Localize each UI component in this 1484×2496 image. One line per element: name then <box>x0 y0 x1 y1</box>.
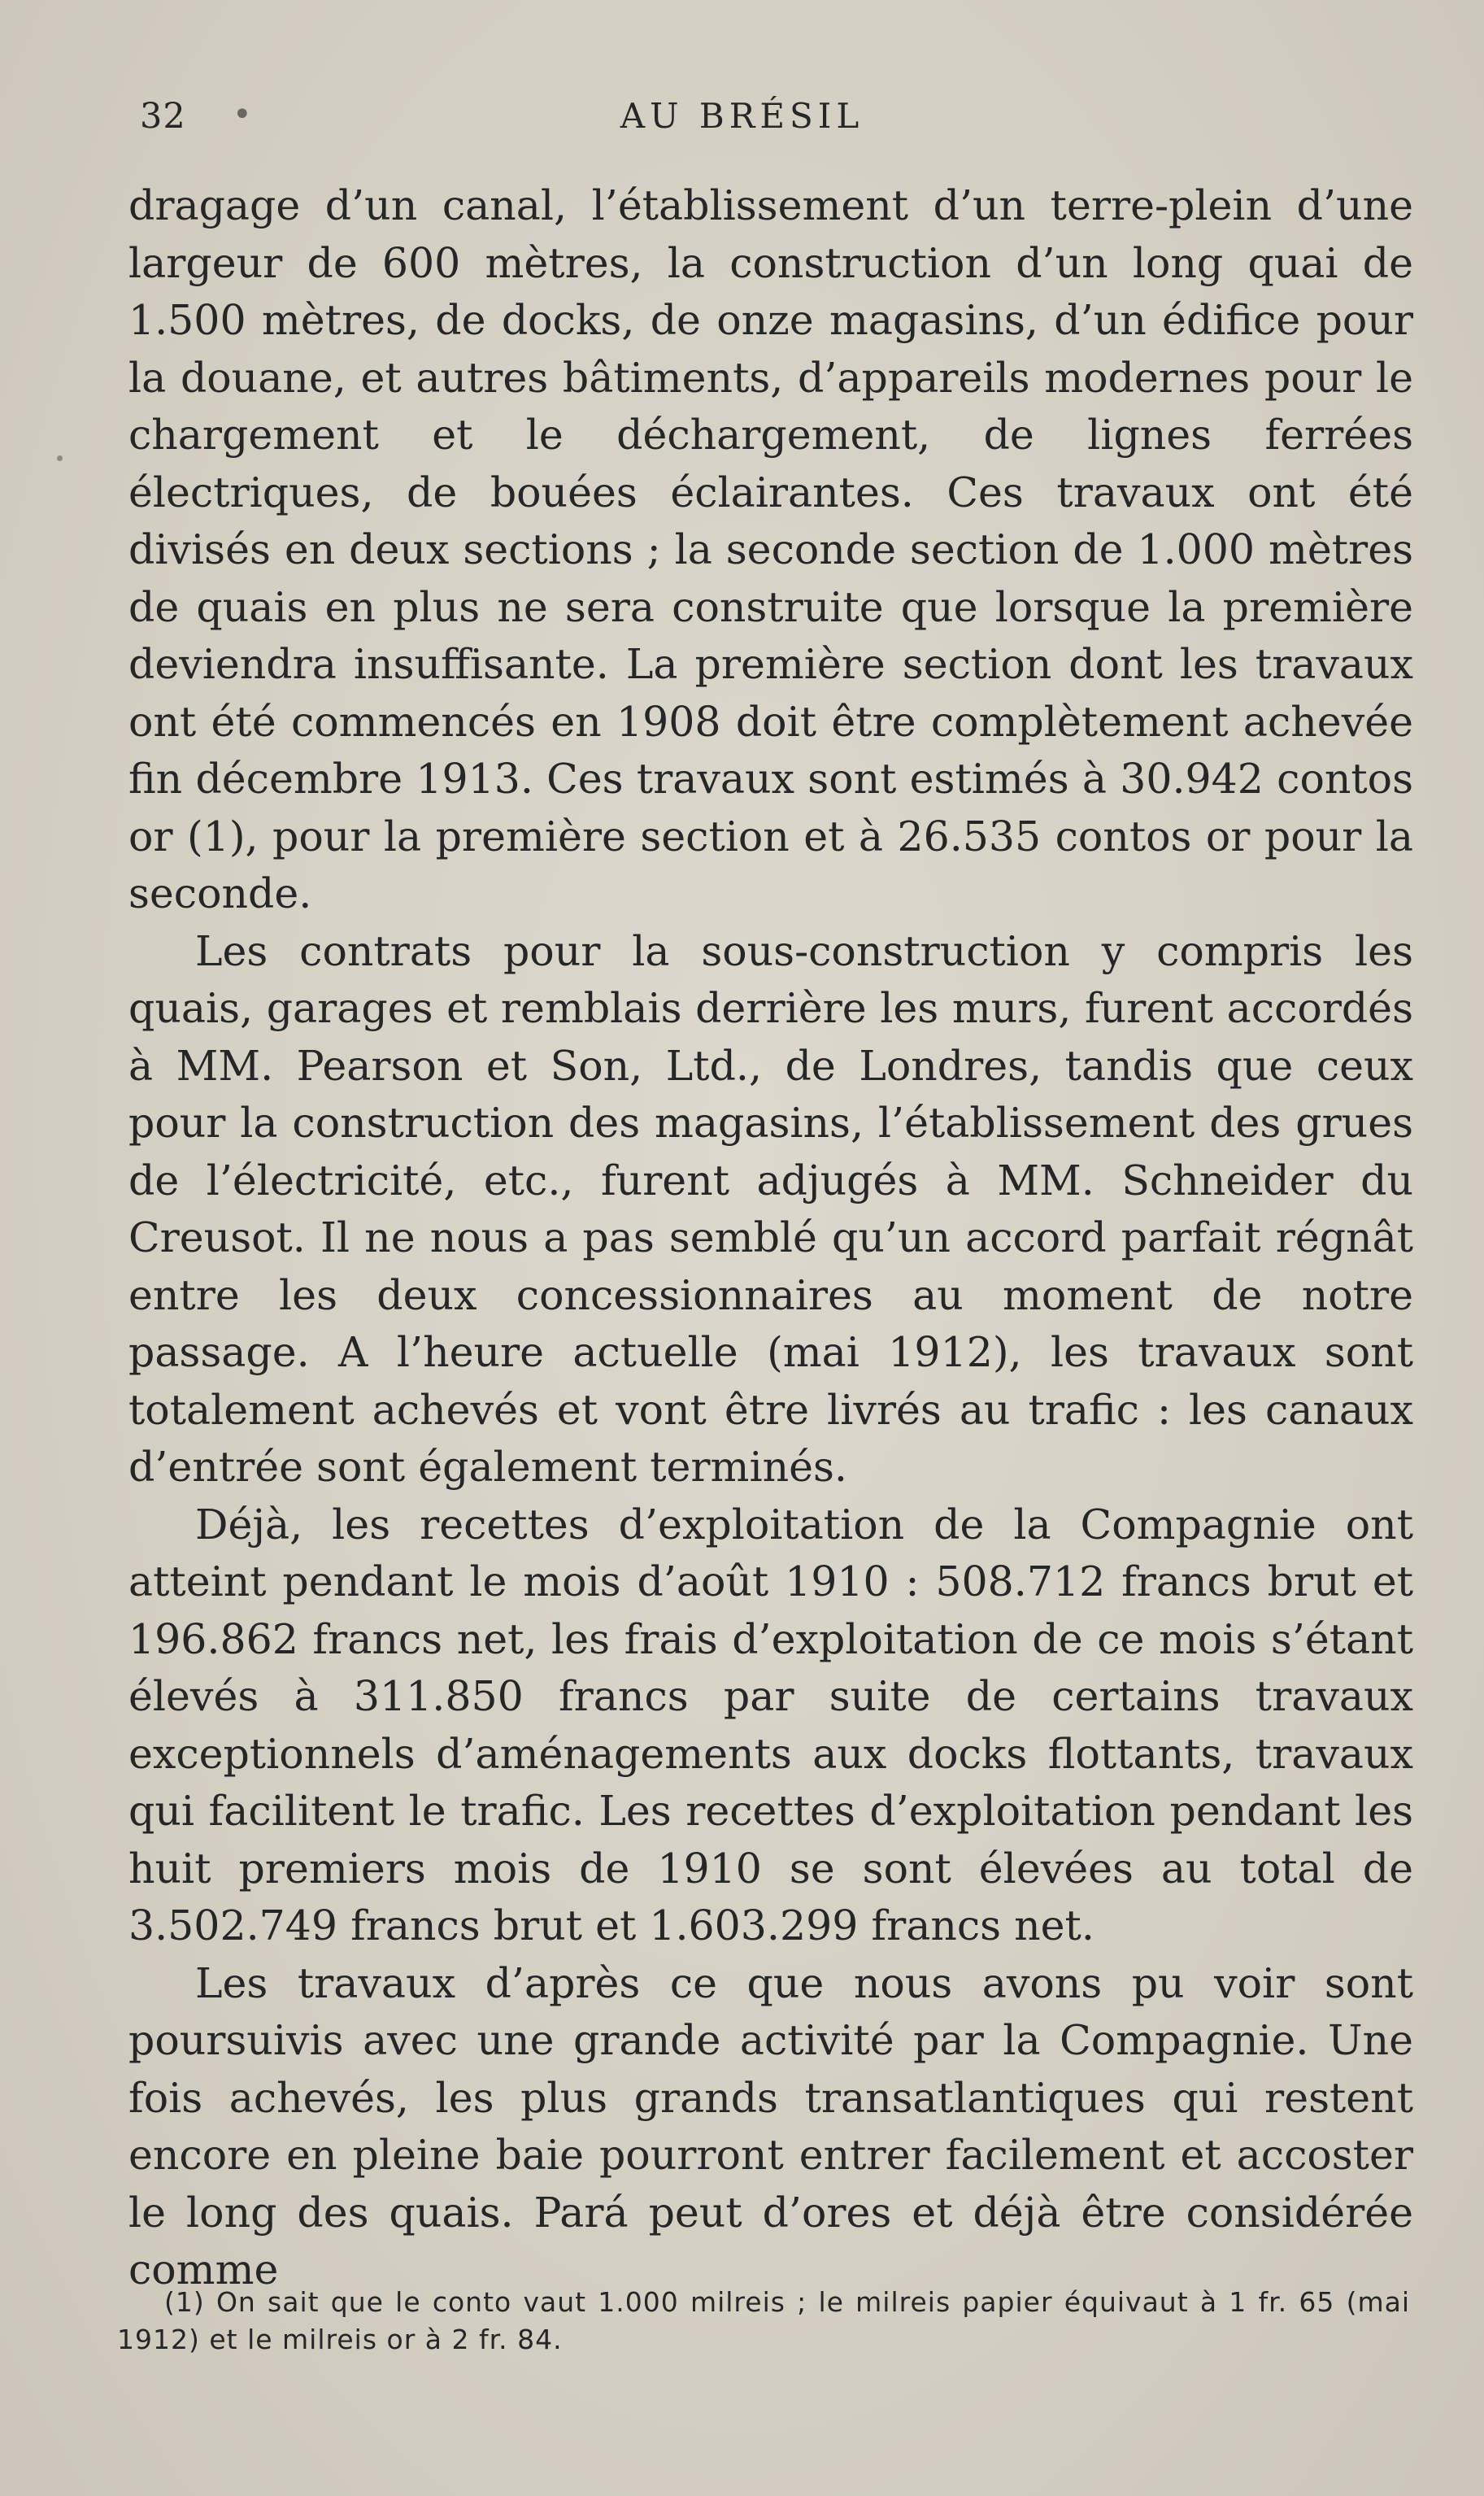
page-number: 32 <box>140 96 186 137</box>
body-text <box>128 177 1413 2299</box>
paragraph: Les contrats pour la sous-construction y compris les quais, garages et remblais derrière les murs, furent accordés à MM. Pearson et Son, Ltd., de Londres, tandis que ceux pour la construction des magasins, l’établissement des grues de l’électricité, etc., furent adjugés à MM. Schneider du Creusot. Il ne nous a pas semblé qu’un accord parfait régnât entre les deux concessionnaires au moment de notre passage. A l’heure actuelle (mai 1912), les travaux sont totalement achevés et vont être livrés au trafic : les canaux d’entrée sont également terminés. <box>128 926 1413 1491</box>
header-separator: • <box>233 96 252 133</box>
page-header <box>0 96 1484 145</box>
paragraph: Les travaux d’après ce que nous avons pu voir sont poursuivis avec une grande activité par la Compagnie. Une fois achevés, les plus grands transatlantiques qui restent encore en pleine baie pourront entrer facilement et accoster le long des quais. Pará peut d’ores et déjà être considérée comme <box>128 1958 1413 2293</box>
running-title: AU BRÉSIL <box>620 96 864 136</box>
paragraph: Déjà, les recettes d’exploitation de la Compagnie ont atteint pendant le mois d’août 1910 : 508.712 francs brut et 196.862 francs net, les frais d’exploitation de ce mois s’étant élevés à 311.850 francs par suite de certains travaux exceptionnels d’aménagements aux docks flottants, travaux qui facilitent le trafic. Les recettes d’exploitation pendant les huit premiers mois de 1910 se sont élevées au total de 3.502.749 francs brut et 1.603.299 francs net. <box>128 1500 1413 1949</box>
footnote: (1) On sait que le conto vaut 1.000 milreis ; le milreis papier équivaut à 1 fr. 65 (mai 1912) et le milreis or à 2 fr. 84. <box>117 2286 1410 2355</box>
paragraph-continued: dragage d’un canal, l’établissement d’un terre-plein d’une largeur de 600 mètres, la construction d’un long quai de 1.500 mètres, de docks, de onze magasins, d’un édifice pour la douane, et autres bâtiments, d’appareils modernes pour le chargement et le déchargement, de lignes ferrées électriques, de bouées éclairantes. Ces travaux ont été divisés en deux sections ; la seconde section de 1.000 mètres de quais en plus ne sera construite que lorsque la première deviendra insuffisante. La première section dont les travaux ont été commencés en 1908 doit être complètement achevée fin décembre 1913. Ces travaux sont estimés à 30.942 contos or (1), pour la première section et à 26.535 contos or pour la seconde. <box>128 181 1413 917</box>
paper-speck <box>57 455 63 461</box>
